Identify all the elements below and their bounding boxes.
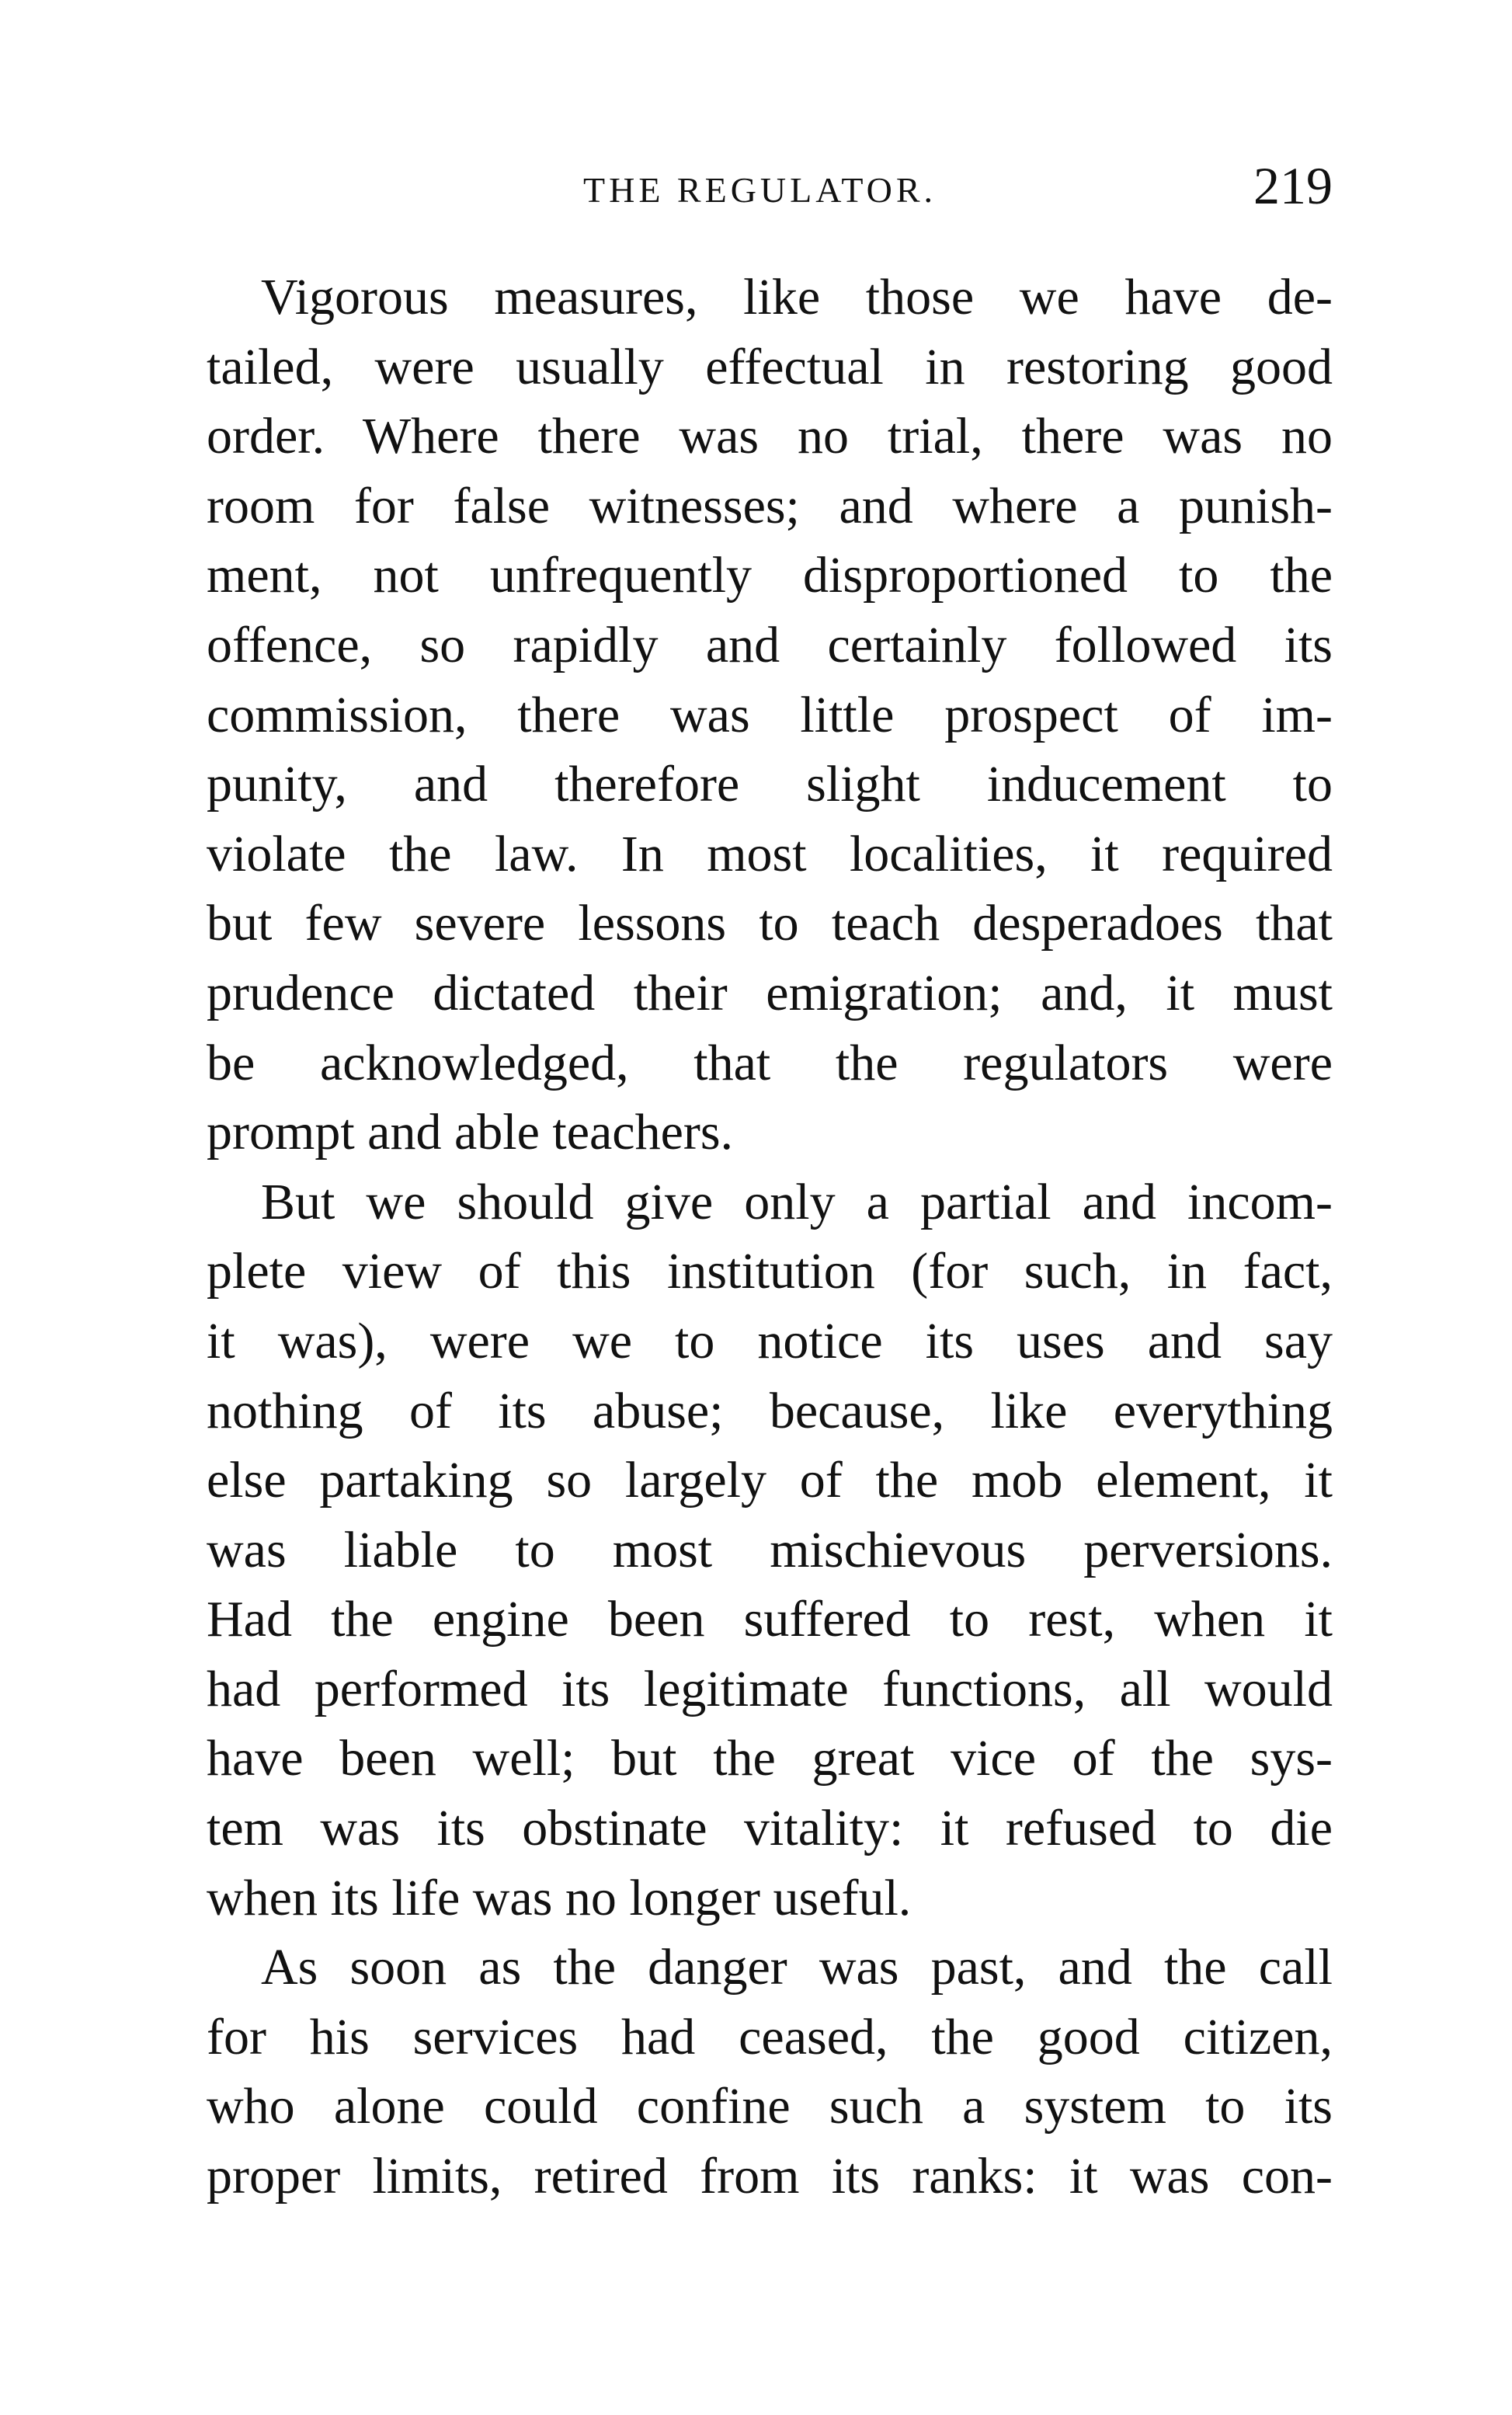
page-number: 219 [1253,156,1333,215]
text-line: order. Where there was no trial, there was no [207,408,1333,465]
text-line: commission, there was little prospect of im- [207,686,1333,743]
text-line: ment, not unfrequently disproportioned to the [207,547,1333,604]
text-line: offence, so rapidly and certainly followed its [207,616,1333,673]
text-line: plete view of this institution (for such, in fact, [207,1243,1333,1300]
text-line: Vigorous measures, like those we have de- [261,269,1333,325]
text-line: who alone could confine such a system to its [207,2078,1333,2135]
text-line: was liable to most mischievous perversions. [207,1521,1333,1578]
text-line: room for false witnesses; and where a punish- [207,477,1333,534]
text-line: violate the law. In most localities, it required [207,825,1333,882]
paragraph-3 [207,1933,1333,2211]
running-title: THE REGULATOR. [583,170,937,210]
text-line: else partaking so largely of the mob element, it [207,1452,1333,1509]
text-line: prompt and able teachers. [207,1104,734,1161]
text-line: nothing of its abuse; because, like everything [207,1382,1333,1439]
body-text [207,263,1333,2211]
text-line: when its life was no longer useful. [207,1869,912,1926]
text-line: it was), were we to notice its uses and say [207,1312,1333,1369]
text-line: Had the engine been suffered to rest, when it [207,1591,1333,1648]
text-line: but few severe lessons to teach desperadoes that [207,895,1333,952]
paragraph-1 [207,263,1333,1167]
text-line: punity, and therefore slight inducement to [207,756,1333,813]
text-line: proper limits, retired from its ranks: it was con- [207,2148,1333,2205]
text-line: But we should give only a partial and incom- [261,1173,1333,1230]
text-line: tem was its obstinate vitality: it refused to die [207,1800,1333,1857]
text-line: have been well; but the great vice of the sys- [207,1730,1333,1787]
text-line: for his services had ceased, the good citizen, [207,2008,1333,2065]
running-head [207,155,1333,225]
text-line: prudence dictated their emigration; and, it must [207,964,1333,1021]
text-line: As soon as the danger was past, and the call [261,1939,1333,1996]
text-line: tailed, were usually effectual in restoring good [207,338,1333,395]
paragraph-2 [207,1167,1333,1933]
text-line: had performed its legitimate functions, all would [207,1660,1333,1717]
text-line: be acknowledged, that the regulators were [207,1034,1333,1091]
